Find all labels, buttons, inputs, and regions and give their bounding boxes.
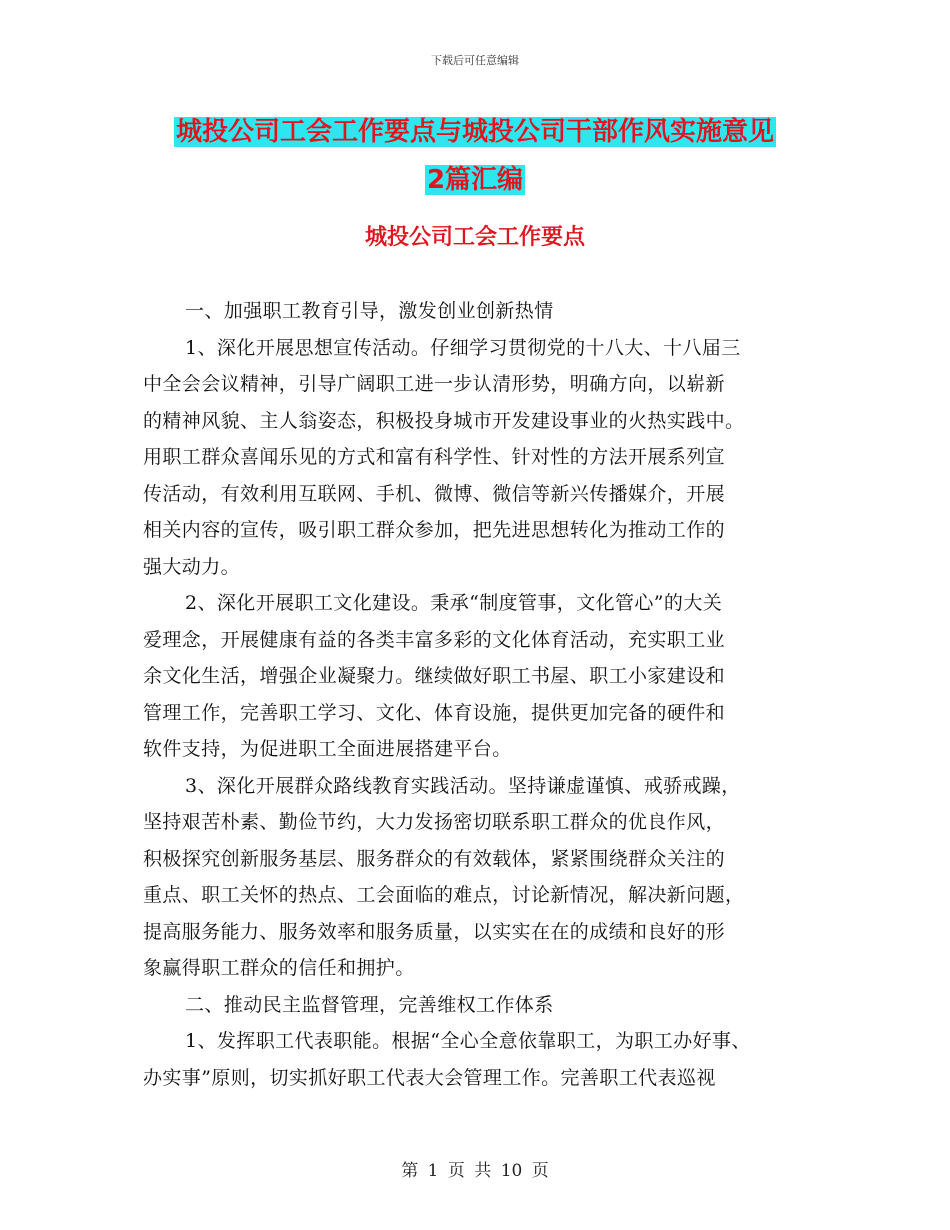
body-text (143, 293, 815, 1096)
text-line: 办实事”原则，切实抓好职工代表大会管理工作。完善职工代表巡视 (143, 1066, 716, 1089)
text-line: 管理工作，完善职工学习、文化、体育设施，提供更加完备的硬件和 (143, 701, 726, 724)
page-footer: 第 1 页 共 10 页 (401, 1161, 549, 1181)
text-line: 象赢得职工群众的信任和拥护。 (143, 957, 415, 979)
text-line: 爱理念，开展健康有益的各类丰富多彩的文化体育活动，充实职工业 (143, 628, 726, 651)
text-line: 余文化生活，增强企业凝聚力。继续做好职工书屋、职工小家建设和 (143, 665, 726, 687)
text-line: 重点、职工关怀的热点、工会面临的难点，讨论新情况，解决新问题， (143, 884, 745, 906)
section-title: 城投公司工会工作要点 (364, 225, 585, 250)
text-line: 传活动，有效利用互联网、手机、微博、微信等新兴传播媒介，开展 (143, 482, 726, 505)
text-line: 提高服务能力、服务效率和服务质量，以实实在在的成绩和良好的形 (143, 920, 726, 943)
text-line: 3、深化开展群众路线教育实践活动。坚持谦虚谨慎、戒骄戒躁， (185, 774, 741, 797)
text-line: 强大动力。 (143, 555, 241, 578)
title-line-1: 城投公司工会工作要点与城投公司干部作风实施意见 (175, 117, 774, 147)
text-line: 软件支持，为促进职工全面进展搭建平台。 (143, 738, 512, 760)
text-line: 的精神风貌、主人翁姿态，积极投身城市开发建设事业的火热实践中。 (143, 409, 745, 432)
text-line: 相关内容的宣传，吸引职工群众参加，把先进思想转化为推动工作的 (143, 519, 726, 541)
page-header: 下载后可任意编辑 (431, 54, 519, 67)
title-line-2: 2篇汇编 (426, 165, 524, 195)
document-title (0, 108, 950, 204)
text-line: 1、深化开展思想宣传活动。仔细学习贯彻党的十八大、十八届三 (185, 336, 741, 359)
text-line: 2、深化开展职工文化建设。秉承“制度管事，文化管心”的大关 (185, 592, 723, 614)
text-line: 二、推动民主监督管理，完善维权工作体系 (185, 993, 554, 1016)
text-line: 用职工群众喜闻乐见的方式和富有科学性、针对性的方法开展系列宣 (143, 446, 726, 468)
text-line: 一、加强职工教育引导，激发创业创新热情 (185, 300, 554, 322)
text-line: 中全会会议精神，引导广阔职工进一步认清形势，明确方向，以崭新 (143, 373, 726, 395)
text-line: 积极探究创新服务基层、服务群众的有效载体，紧紧围绕群众关注的 (143, 847, 726, 870)
text-line: 坚持艰苦朴素、勤俭节约，大力发扬密切联系职工群众的优良作风， (143, 811, 726, 833)
text-line: 1、发挥职工代表职能。根据“全心全意依靠职工，为职工办好事、 (185, 1030, 751, 1052)
